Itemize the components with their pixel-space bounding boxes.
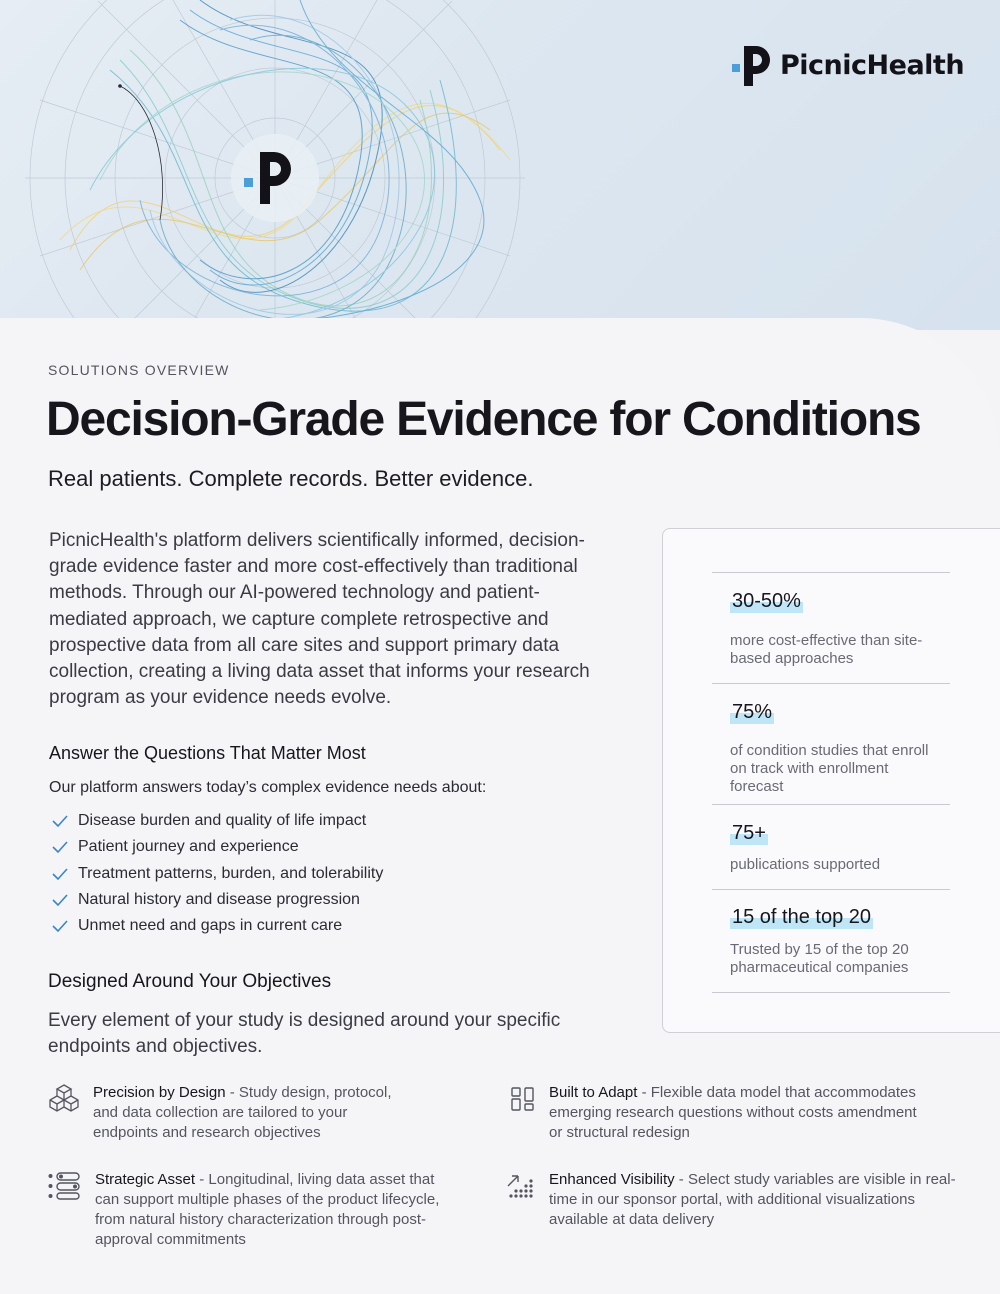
check-icon <box>52 920 78 932</box>
list-item-text: Treatment patterns, burden, and tolerability <box>78 864 384 882</box>
list-item <box>52 834 383 860</box>
objectives-lead: Every element of your study is designed around your specific endpoints and objectives. <box>48 1010 561 1057</box>
evidence-needs-list <box>52 808 383 939</box>
page-subtitle: Real patients. Complete records. Better evidence. <box>48 466 534 491</box>
list-item <box>52 808 383 834</box>
check-icon <box>52 868 78 880</box>
cubes-icon <box>48 1083 80 1118</box>
stat-divider <box>712 804 950 805</box>
layout-grid-icon <box>510 1086 536 1117</box>
feature-built-to-adapt <box>549 1083 929 1143</box>
check-icon <box>52 815 78 827</box>
check-icon <box>52 841 78 853</box>
center-p-logo <box>231 134 319 222</box>
stat-description: Trusted by 15 of the top 20 pharmaceutical companies <box>730 941 909 976</box>
stat-divider <box>712 992 950 993</box>
check-icon <box>52 894 78 906</box>
list-item-text: Disease burden and quality of life impact <box>78 812 367 830</box>
feature-separator: - <box>195 1171 209 1188</box>
stat-divider <box>712 683 950 684</box>
stat-value: 15 of the top 20 <box>732 906 872 928</box>
feature-title: Built to Adapt <box>549 1084 638 1101</box>
feature-separator: - <box>674 1171 688 1188</box>
picnichealth-p-logo-icon <box>730 42 772 88</box>
list-toggle-icon <box>47 1172 81 1205</box>
answer-lead: Our platform answers today’s complex evidence needs about: <box>49 779 487 796</box>
feature-separator: - <box>637 1084 651 1101</box>
feature-title: Precision by Design <box>93 1084 226 1101</box>
answer-heading: Answer the Questions That Matter Most <box>49 743 366 763</box>
stat-value: 30-50% <box>732 590 801 612</box>
feature-title: Enhanced Visibility <box>549 1171 675 1188</box>
feature-separator: - <box>225 1084 239 1101</box>
list-item <box>52 861 383 887</box>
list-item <box>52 913 383 939</box>
intro-paragraph: PicnicHealth's platform delivers scientifically informed, decision-grade evidence faster and more cost-effectively than traditional methods. Through our AI-powered technology and patient-mediated approach, we capture complete retrospective and prospective data from all care sites and support primary data collection, creating a living data asset that informs your research program as your evidence needs evolve. <box>49 530 590 709</box>
feature-text: Study design, protocol, and data collection are tailored to your endpoints and research objectives <box>93 1084 392 1141</box>
feature-text: Flexible data model that accommodates emerging research questions without costs amendment or structural redesign <box>549 1084 917 1141</box>
feature-text: Longitudinal, living data asset that can support multiple phases of the product lifecycle, from natural history characterization through post-approval commitments <box>95 1171 440 1248</box>
stat-description: publications supported <box>730 856 881 873</box>
stat-description: of condition studies that enroll on track with enrollment forecast <box>730 742 929 795</box>
feature-strategic-asset <box>95 1170 460 1250</box>
stat-divider <box>712 572 950 573</box>
objectives-heading: Designed Around Your Objectives <box>48 971 332 992</box>
list-item <box>52 887 383 913</box>
list-item-text: Patient journey and experience <box>78 838 299 856</box>
stat-description: more cost-effective than site-based approaches <box>730 632 923 667</box>
brand-logo <box>730 42 964 88</box>
list-item-text: Unmet need and gaps in current care <box>78 917 343 935</box>
feature-title: Strategic Asset <box>95 1171 196 1188</box>
dot-chart-icon <box>506 1172 536 1205</box>
stat-value: 75% <box>732 701 773 723</box>
brand-name: PicnicHealth <box>780 49 965 81</box>
stat-divider <box>712 889 950 890</box>
feature-text: Select study variables are visible in real-time in our sponsor portal, with additional visualizations available at data delivery <box>549 1171 956 1228</box>
feature-precision-by-design <box>93 1083 393 1143</box>
feature-enhanced-visibility <box>549 1170 959 1230</box>
list-item-text: Natural history and disease progression <box>78 891 360 909</box>
page-title: Decision-Grade Evidence for Conditions <box>46 393 921 446</box>
eyebrow-label: SOLUTIONS OVERVIEW <box>48 362 230 378</box>
stat-value: 75+ <box>732 822 766 844</box>
